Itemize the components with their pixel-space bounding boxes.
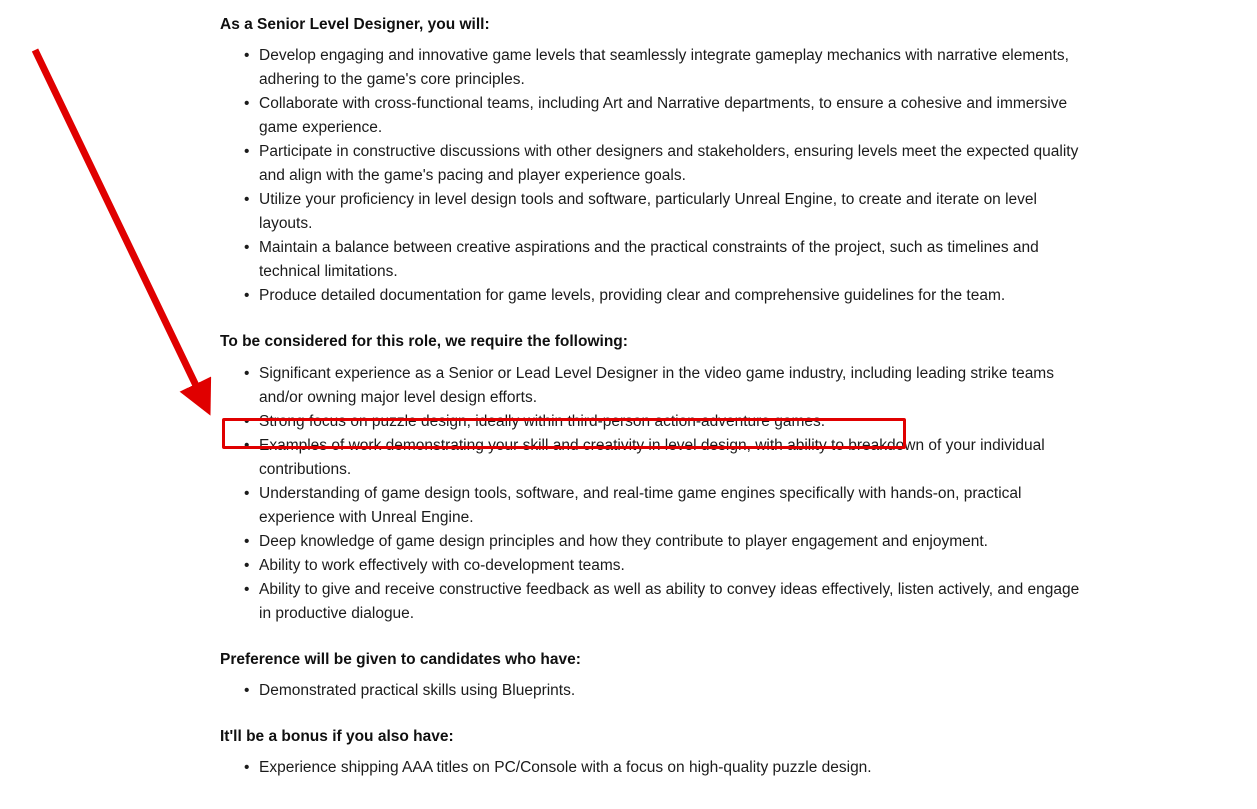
list-item: • Maintain a balance between creative aspirations and the practical constraints of the project, such as timelines and technical limitations. xyxy=(220,236,1080,284)
preferences-list xyxy=(220,679,1080,703)
section-heading: As a Senior Level Designer, you will: xyxy=(220,16,490,33)
list-item: • Utilize your proficiency in level design tools and software, particularly Unreal Engine, to create and iterate on level layouts. xyxy=(220,188,1080,236)
section-heading: It'll be a bonus if you also have: xyxy=(220,727,454,745)
requirements-list xyxy=(220,362,1080,626)
list-item: • Collaborate with cross-functional teams, including Art and Narrative departments, to ensure a cohesive and immersive game experience. xyxy=(220,92,1080,140)
list-item: • Develop engaging and innovative game levels that seamlessly integrate gameplay mechanics with narrative elements, adhering to the game's core principles. xyxy=(220,44,1080,92)
list-item: • Experience shipping AAA titles on PC/Console with a focus on high-quality puzzle design. xyxy=(220,756,1080,780)
responsibilities-list xyxy=(220,44,1080,308)
list-item: • Examples of work demonstrating your skill and creativity in level design, with ability to breakdown of your individual contributions. xyxy=(220,434,1080,482)
list-item: • Significant experience as a Senior or Lead Level Designer in the video game industry, including leading strike teams and/or owning major level design efforts. xyxy=(220,362,1080,410)
list-item: • Understanding of game design tools, software, and real-time game engines specifically with hands-on, practical experience with Unreal Engine. xyxy=(220,482,1080,530)
section-block xyxy=(220,725,1080,780)
list-item: • Deep knowledge of game design principles and how they contribute to player engagement and enjoyment. xyxy=(220,530,1080,554)
list-item: • Participate in constructive discussions with other designers and stakeholders, ensuring levels meet the expected quality and align with the game's pacing and player experience goals. xyxy=(220,140,1080,188)
job-description-content xyxy=(220,0,1080,780)
section-block xyxy=(220,13,1080,308)
section-block xyxy=(220,330,1080,625)
section-heading: Preference will be given to candidates who have: xyxy=(220,650,581,668)
list-item: • Produce detailed documentation for game levels, providing clear and comprehensive guidelines for the team. xyxy=(220,284,1080,308)
section-block xyxy=(220,648,1080,703)
section-heading: To be considered for this role, we require the following: xyxy=(220,333,628,351)
list-item: • Demonstrated practical skills using Blueprints. xyxy=(220,679,1080,703)
list-item: • Ability to give and receive constructive feedback as well as ability to convey ideas effectively, listen actively, and engage in productive dialogue. xyxy=(220,578,1080,626)
bonus-list xyxy=(220,756,1080,780)
list-item-highlighted: • Strong focus on puzzle design, ideally within third-person action-adventure games. xyxy=(220,410,1080,434)
list-item: • Ability to work effectively with co-development teams. xyxy=(220,554,1080,578)
